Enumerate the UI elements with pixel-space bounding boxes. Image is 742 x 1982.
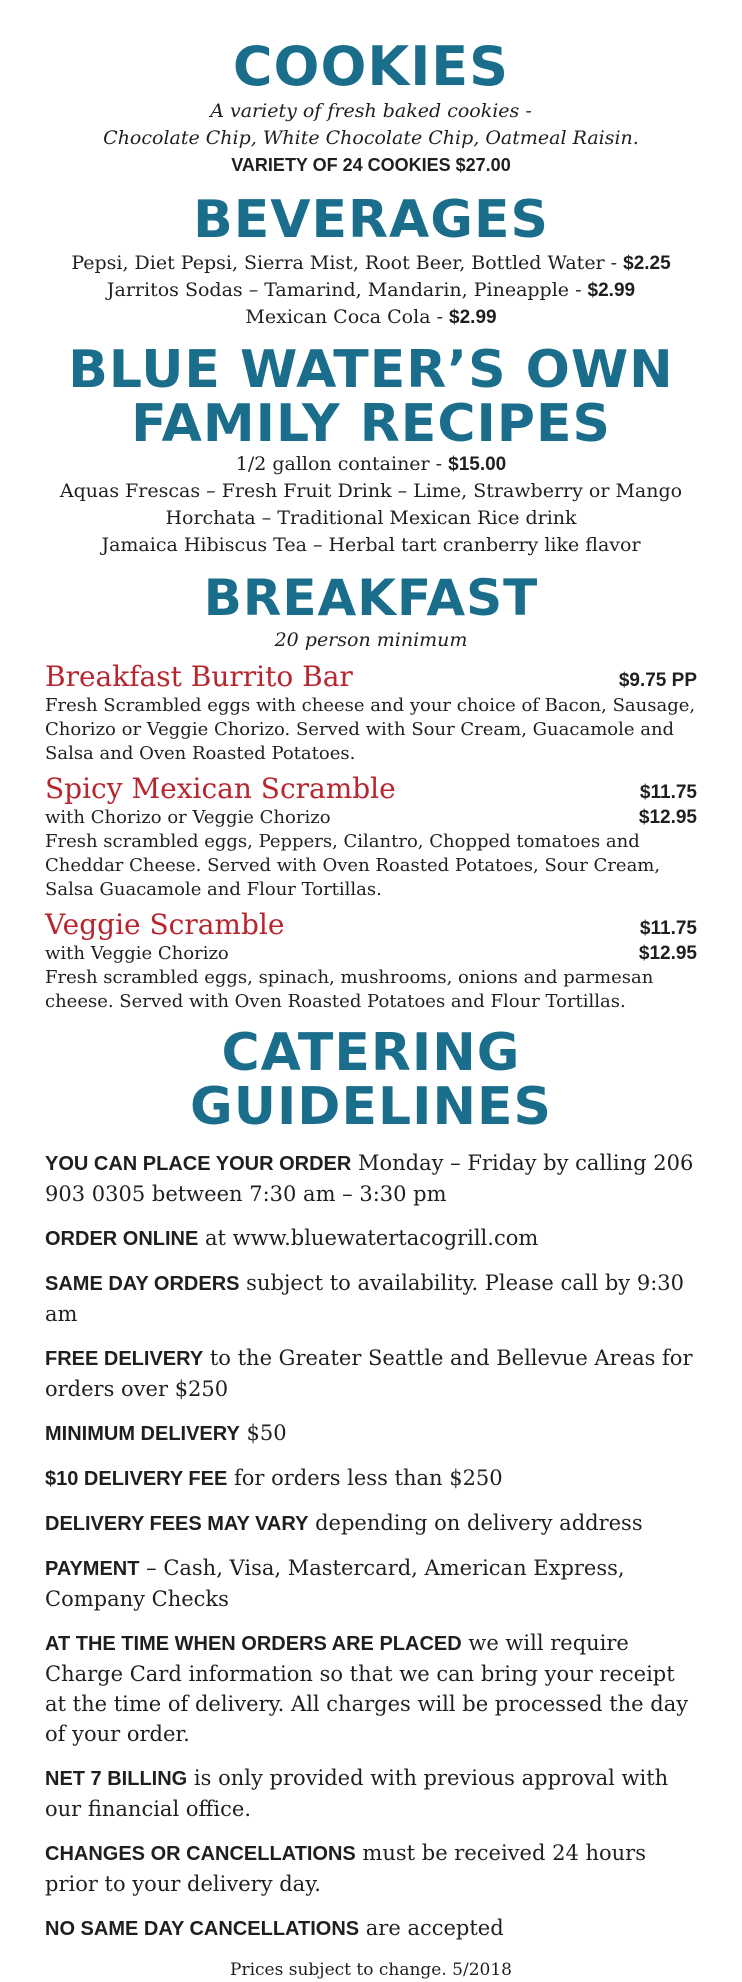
guideline-text: are accepted [359, 1916, 504, 1940]
guideline [45, 1463, 697, 1494]
breakfast-heading: BREAKFAST [203, 569, 539, 627]
cookies-desc-line1: A variety of fresh baked cookies - [210, 100, 532, 122]
family-container-price: $15.00 [448, 454, 507, 475]
family-heading-line1: BLUE WATER’S OWN [68, 340, 674, 400]
family-line: Jamaica Hibiscus Tea – Herbal tart cranberry like flavor [101, 534, 641, 556]
item-sub-price: $12.95 [638, 807, 697, 828]
family-line: Horchata – Traditional Mexican Rice drink [165, 507, 577, 529]
beverage-line [45, 250, 697, 277]
item-price: $11.75 [639, 918, 697, 939]
family-recipes-heading [45, 340, 697, 454]
breakfast-minimum: 20 person minimum [274, 629, 468, 651]
cookies-variety: VARIETY OF 24 COOKIES $27.00 [231, 155, 511, 175]
guideline-lead: $10 DELIVERY FEE [45, 1468, 228, 1490]
beverage-line [45, 304, 697, 331]
footer-note: Prices subject to change. 5/2018 [230, 1960, 512, 1980]
guideline [45, 1268, 697, 1329]
item-description: Fresh scrambled eggs, Peppers, Cilantro, Chopped tomatoes and Cheddar Cheese. Served with Oven Roasted Potatoes, Sour Cream, Salsa Guacamole and Flour Tortillas. [45, 831, 661, 900]
beverage-text: Mexican Coca Cola - [245, 306, 450, 328]
guideline-lead: YOU CAN PLACE YOUR ORDER [45, 1153, 352, 1175]
item-subtitle: with Chorizo or Veggie Chorizo [45, 807, 331, 828]
beverage-price: $2.25 [623, 253, 671, 274]
guideline [45, 1418, 697, 1449]
breakfast-item [45, 772, 697, 902]
guideline [45, 1913, 697, 1944]
guideline-lead: MINIMUM DELIVERY [45, 1423, 240, 1445]
guideline [45, 1763, 697, 1824]
breakfast-item [45, 660, 697, 766]
beverage-price: $2.99 [587, 280, 636, 301]
guideline-lead: DELIVERY FEES MAY VARY [45, 1513, 309, 1535]
guideline-text: at www.bluewatertacogrill.com [198, 1226, 539, 1250]
guideline-lead: AT THE TIME WHEN ORDERS ARE PLACED [45, 1633, 462, 1655]
guideline-lead: NET 7 BILLING [45, 1768, 188, 1790]
guideline-lead: ORDER ONLINE [45, 1228, 199, 1250]
cookies-desc-line2: Chocolate Chip, White Chocolate Chip, Oatmeal Raisin. [103, 127, 639, 149]
guideline-text: subject to availability. Please call by 9:30 am [45, 1271, 685, 1326]
item-price: $9.75 PP [618, 670, 697, 691]
guideline-text: must be received 24 hours prior to your delivery day. [45, 1841, 646, 1896]
guideline-text: is only provided with previous approval with our financial office. [45, 1766, 669, 1821]
family-heading-line2: FAMILY RECIPES [131, 394, 611, 454]
guideline-lead: PAYMENT [45, 1558, 140, 1580]
guideline-lead: CHANGES OR CANCELLATIONS [45, 1843, 356, 1865]
guideline-lead: FREE DELIVERY [45, 1348, 204, 1370]
beverage-price: $2.99 [449, 307, 497, 328]
catering-heading-line2: GUIDELINES [190, 1077, 552, 1137]
guideline-lead: NO SAME DAY CANCELLATIONS [45, 1918, 360, 1940]
item-title: Breakfast Burrito Bar [45, 660, 353, 693]
guideline-text: $50 [239, 1421, 287, 1445]
item-title: Spicy Mexican Scramble [45, 772, 396, 805]
guidelines-list [45, 1148, 697, 1944]
guideline-lead: SAME DAY ORDERS [45, 1273, 240, 1295]
beverages-heading: BEVERAGES [193, 190, 549, 250]
guideline-text: Monday – Friday by calling 206 903 0305 between 7:30 am – 3:30 pm [45, 1151, 694, 1206]
beverage-text: Pepsi, Diet Pepsi, Sierra Mist, Root Beer, Bottled Water - [71, 252, 624, 274]
guideline [45, 1628, 697, 1749]
family-container-line [45, 451, 697, 478]
beverage-line [45, 277, 697, 304]
breakfast-item [45, 908, 697, 1014]
menu-page [0, 36, 742, 1982]
guideline [45, 1838, 697, 1899]
guideline [45, 1148, 697, 1209]
catering-heading-line1: CATERING [221, 1023, 521, 1083]
item-price: $11.75 [639, 782, 697, 803]
guideline-text: for orders less than $250 [227, 1466, 503, 1490]
item-sub-price: $12.95 [638, 943, 697, 964]
guideline-text: depending on delivery address [308, 1511, 643, 1535]
guideline-text: – Cash, Visa, Mastercard, American Express, Company Checks [45, 1556, 625, 1611]
item-title: Veggie Scramble [45, 908, 285, 941]
beverage-text: Jarritos Sodas – Tamarind, Mandarin, Pineapple - [106, 279, 588, 301]
guideline [45, 1508, 697, 1539]
guideline [45, 1223, 697, 1254]
cookies-heading: COOKIES [232, 35, 510, 98]
guideline [45, 1343, 697, 1404]
family-line: Aquas Frescas – Fresh Fruit Drink – Lime, Strawberry or Mango [59, 480, 683, 502]
guideline [45, 1553, 697, 1614]
item-description: Fresh Scrambled eggs with cheese and your choice of Bacon, Sausage, Chorizo or Veggie Chorizo. Served with Sour Cream, Guacamole and Salsa and Oven Roasted Potatoes. [45, 695, 696, 764]
guideline-text: to the Greater Seattle and Bellevue Areas for orders over $250 [45, 1346, 693, 1401]
family-container-text: 1/2 gallon container - [235, 453, 449, 475]
catering-heading [45, 1023, 697, 1137]
item-subtitle: with Veggie Chorizo [45, 943, 229, 964]
item-description: Fresh scrambled eggs, spinach, mushrooms, onions and parmesan cheese. Served with Oven Roasted Potatoes and Flour Tortillas. [45, 967, 654, 1012]
guideline-text: we will require Charge Card information so that we can bring your receipt at the time of delivery. All charges will be processed the day of your order. [45, 1631, 689, 1746]
